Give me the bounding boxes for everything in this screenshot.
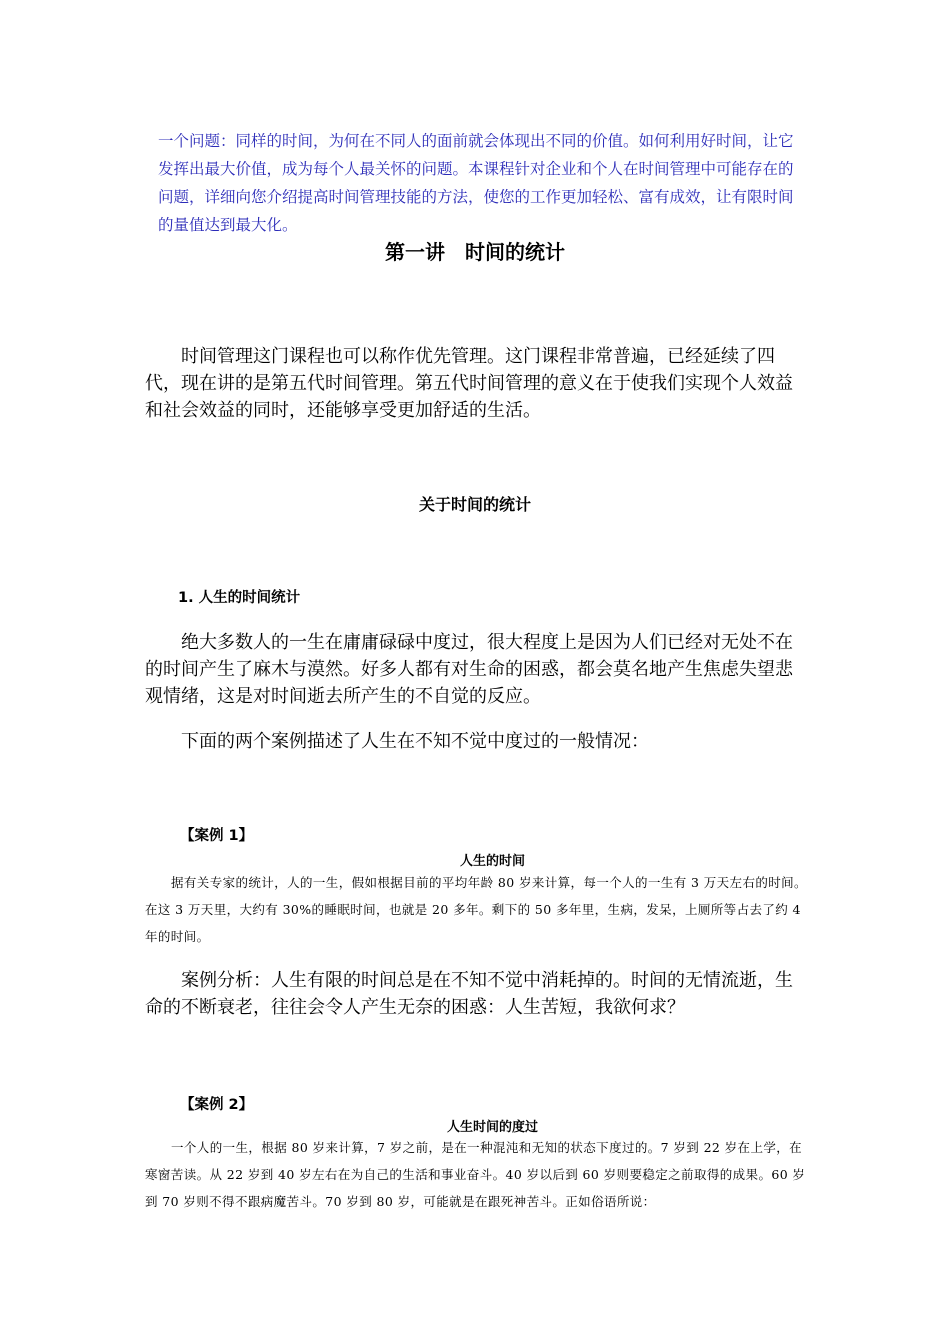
case-2-body: 一个人的一生，根据 80 岁来计算，7 岁之前，是在一种混沌和无知的状态下度过的。7 岁到 22 岁在上学，在寒窗苦读。从 22 岁到 40 岁左右在为自己的生活和事业奋斗。40 岁以后到 60 岁则要稳定之前取得的成果。60 岁到 70 岁则不得不跟病魔苦斗。70 岁到 80 岁，可能就是在跟死神苦斗。正如俗语所说： (145, 1140, 806, 1209)
section-title: 关于时间的统计 (418, 495, 531, 514)
body-paragraph-2: 下面的两个案例描述了人生在不知不觉中度过的一般情况： (181, 731, 649, 752)
case-1-label: 【案例 1】 (180, 828, 254, 844)
lecture-title: 第一讲 时间的统计 (385, 240, 565, 264)
case-1-analysis: 案例分析：人生有限的时间总是在不知不觉中消耗掉的。时间的无情流逝，生命的不断衰老，往往会令人产生无奈的困惑：人生苦短，我欲何求？ (145, 970, 793, 1018)
case-2-title: 人生时间的度过 (446, 1120, 538, 1135)
case-2-label: 【案例 2】 (180, 1097, 254, 1113)
intro-text: 一个问题：同样的时间，为何在不同人的面前就会体现出不同的价值。如何利用好时间，让它发挥出最大价值，成为每个人最关怀的问题。本课程针对企业和个人在时间管理中可能存在的问题，详细向您介绍提高时间管理技能的方法，使您的工作更加轻松、富有成效，让有限时间的量值达到最大化。 (158, 132, 794, 234)
lecture-intro-paragraph: 时间管理这门课程也可以称作优先管理。这门课程非常普遍，已经延续了四代，现在讲的是第五代时间管理。第五代时间管理的意义在于使我们实现个人效益和社会效益的同时，还能够享受更加舒适的生活。 (145, 346, 793, 421)
case-1-body: 据有关专家的统计，人的一生，假如根据目前的平均年龄 80 岁来计算，每一个人的一生有 3 万天左右的时间。在这 3 万天里，大约有 30%的睡眠时间，也就是 20 多年。剩下的 50 多年里，生病，发呆，上厕所等占去了约 4 年的时间。 (145, 875, 807, 944)
case-1-title: 人生的时间 (459, 854, 525, 869)
subsection-heading: 1. 人生的时间统计 (178, 590, 301, 606)
body-paragraph-1: 绝大多数人的一生在庸庸碌碌中度过，很大程度上是因为人们已经对无处不在的时间产生了麻木与漠然。好多人都有对生命的困惑，都会莫名地产生焦虑失望悲观情绪，这是对时间逝去所产生的不自觉的反应。 (145, 632, 793, 707)
